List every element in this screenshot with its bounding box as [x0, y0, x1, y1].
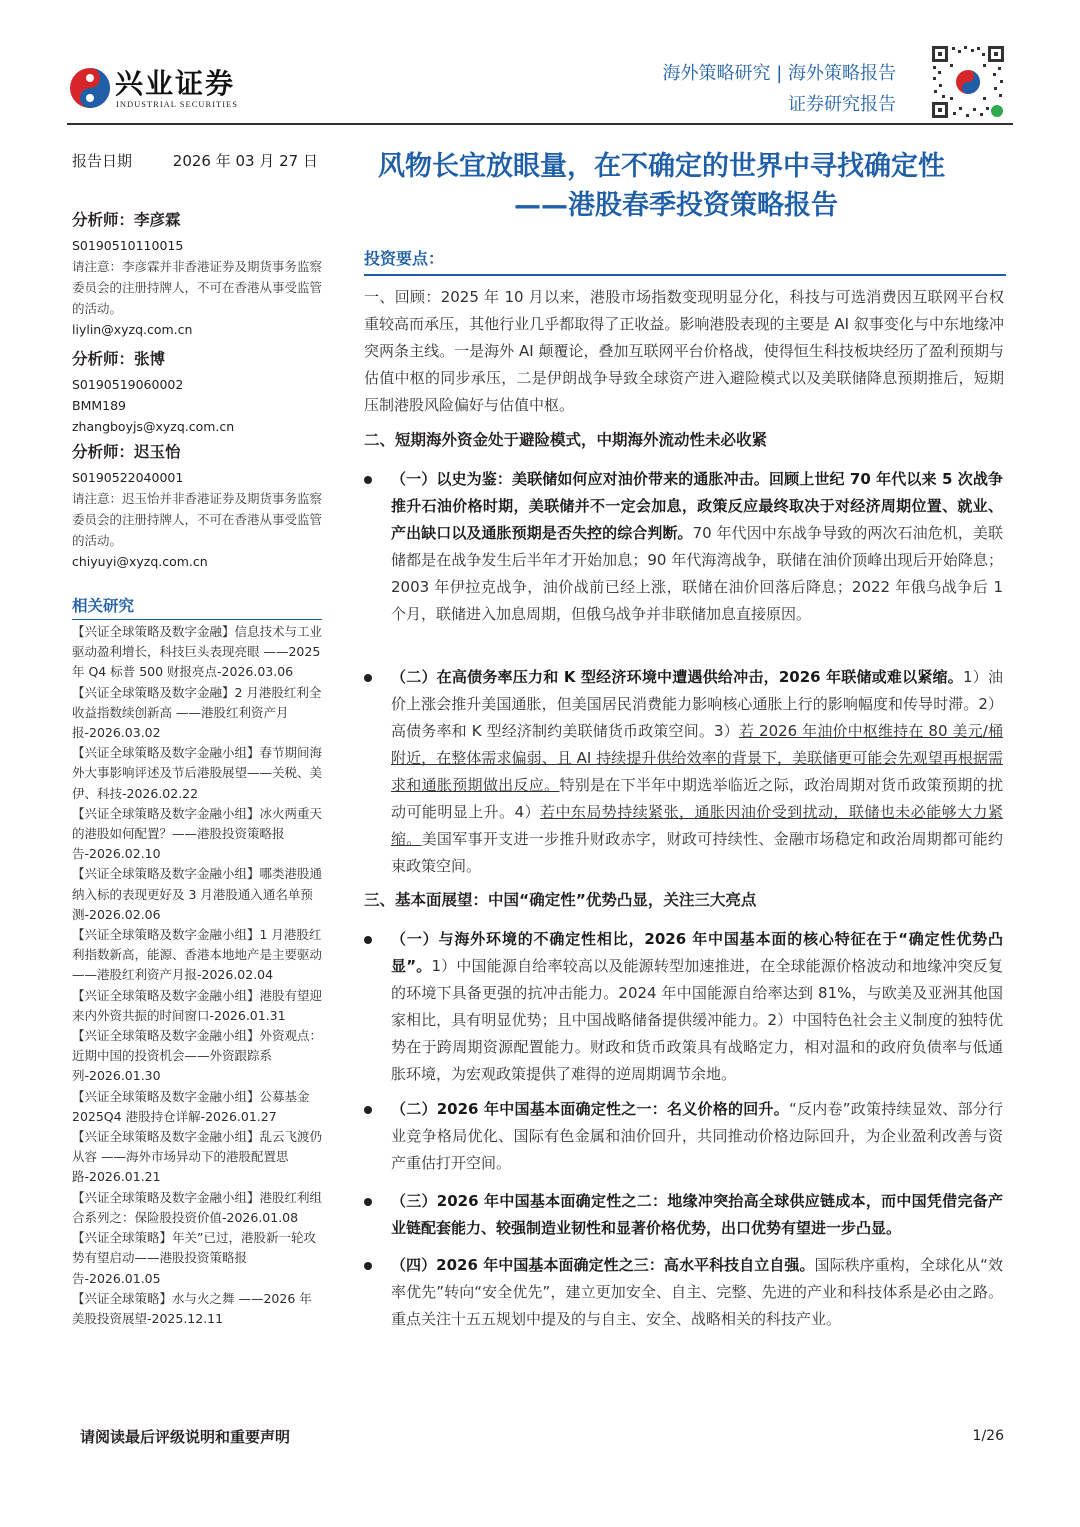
bullet-body: 特别是在下半年中期选举临近之际，政治周期对货币政策预期的扰动可能明显上升。4）	[391, 776, 1003, 821]
report-date-value: 2026 年 03 月 27 日	[172, 152, 318, 170]
bullet-text	[391, 926, 1003, 1088]
bullet-lead: （一）以史为鉴：美联储如何应对油价带来的通胀冲击。回顾上世纪 70 年代以来 5 次战争推升石油价格时期，美联储并不一定会加息，政策反应最终取决于对经济周期位置、就业、产出缺口以及通胀预期是否失控的综合判断。	[391, 470, 1003, 542]
related-research-item[interactable]: 【兴证全球策略】年关”已过，港股新一轮攻势有望启动——港股投资策略报告-2026.01.05	[72, 1230, 316, 1286]
analyst-cert-2: BMM189	[72, 398, 127, 413]
related-research-item[interactable]: 【兴证全球策略及数字金融】信息技术与工业驱动盈利增长，科技巨头表现亮眼 ——2025 年 Q4 标普 500 财报亮点-2026.03.06	[72, 624, 323, 680]
report-subtitle: ——港股春季投资策略报告	[514, 190, 838, 221]
analyst-block	[72, 346, 322, 437]
bullet-dot-icon	[364, 476, 372, 484]
analyst-email[interactable]: zhangboyjs@xyzq.com.cn	[72, 419, 235, 434]
related-research-item[interactable]: 【兴证全球策略及数字金融小组】冰火两重天的港股如何配置？——港股投资策略报告-2026.02.10	[72, 805, 323, 862]
related-research-item[interactable]: 【兴证全球策略及数字金融小组】港股有望迎来内外资共振的时间窗口-2026.01.31	[72, 987, 323, 1023]
analyst-block	[72, 207, 322, 340]
related-research-title: 相关研究	[72, 595, 322, 620]
bullet-body: 70 年代因中东战争导致的两次石油危机，美联储都是在战争发生后半年才开始加息；90 年代海湾战争，联储在油价顶峰出现后开始降息；2003 年伊拉克战争，油价战前已经上涨，联储在油价回落后降息；2022 年俄乌战争后 1 个月，联储进入加息周期，但俄乌战争并非联储加息直接原因。	[391, 524, 1003, 623]
key-points-heading: 投资要点：	[364, 249, 445, 268]
report-category: 海外策略研究 | 海外策略报告	[662, 63, 896, 84]
key-points-divider	[364, 274, 1006, 276]
related-research-item[interactable]: 【兴证全球策略及数字金融小组】港股红利组合系列之：保险股投资价值-2026.01.08	[72, 1189, 323, 1225]
bullet-text	[391, 1188, 1003, 1242]
related-research	[72, 595, 322, 1329]
bullet-underlined: 若中东局势持续紧张，通胀因油价受到扰动，联储也未必能够大力紧缩。	[391, 803, 1003, 848]
logo-english-name: INDUSTRIAL SECURITIES	[116, 99, 238, 109]
page-header	[0, 0, 1080, 130]
related-research-item[interactable]: 【兴证全球策略及数字金融小组】春节期间海外大事影响评述及节后港股展望——关税、美伊、科技-2026.02.22	[72, 745, 323, 801]
analyst-cert: S0190519060002	[72, 377, 184, 392]
section-heading-2: 二、短期海外资金处于避险模式，中期海外流动性未必收紧	[364, 431, 768, 449]
related-research-item[interactable]: 【兴证全球策略】水与火之舞 ——2026 年美股投资展望-2025.12.11	[72, 1290, 312, 1326]
analyst-name: 分析师：李彦霖	[72, 211, 181, 229]
bullet-dot-icon	[364, 1262, 372, 1270]
analyst-note: 请注意：迟玉怡并非香港证券及期货事务监察委员会的注册持牌人，不可在香港从事受监管的活动。	[72, 491, 323, 548]
bullet-body: “反内卷”政策持续显效、部分行业竞争格局优化、国际有色金属和油价回升，共同推动价格边际回升，为企业盈利改善与资产重估打开空间。	[391, 1100, 1003, 1172]
analyst-email[interactable]: liylin@xyzq.com.cn	[72, 322, 193, 337]
footer-disclaimer: 请阅读最后评级说明和重要声明	[80, 1428, 291, 1446]
bullet-underlined: 若 2026 年油价中枢维持在 80 美元/桶附近，在整体需求偏弱、且 AI 持续提升供给效率的背景下，美联储更可能会先观望再根据需求和通胀预期做出反应。	[391, 722, 1004, 794]
bullet-lead: （四）2026 年中国基本面确定性之三：高水平科技自立自强。	[391, 1256, 815, 1274]
report-type: 证券研究报告	[788, 94, 896, 115]
report-title: 风物长宜放眼量，在不确定的世界中寻找确定性	[378, 151, 945, 182]
related-research-item[interactable]: 【兴证全球策略及数字金融】2 月港股红利全收益指数续创新高 ——港股红利资产月报-2026.03.02	[72, 684, 322, 741]
bullet-body: 国际秩序重构，全球化从“效率优先”转向“安全优先”，建立更加安全、自主、完整、先进的产业和科技体系是必由之路。重点关注十五五规划中提及的与自主、安全、战略相关的科技产业。	[391, 1256, 1003, 1328]
bullet-dot-icon	[364, 674, 372, 682]
bullet-body: 1）油价上涨会推升美国通胀，但美国居民消费能力影响核心通胀上行的影响幅度和传导时滞。2）高债务率和 K 型经济制约美联储货币政策空间。3）	[391, 668, 1004, 740]
related-research-item[interactable]: 【兴证全球策略及数字金融小组】1 月港股红利指数新高，能源、香港本地地产是主要驱动——港股红利资产月报-2026.02.04	[72, 927, 323, 983]
header-divider	[67, 123, 1013, 125]
bullet-dot-icon	[364, 936, 372, 944]
bullet-dot-icon	[364, 1198, 372, 1206]
analyst-name: 分析师：张博	[72, 350, 166, 368]
bullet-body: 美国军事开支进一步推升财政赤字，财政可持续性、金融市场稳定和政治周期都可能约束政策空间。	[391, 830, 1003, 875]
bullet-text	[391, 1096, 1003, 1177]
bullet-lead: （三）2026 年中国基本面确定性之二：地缘冲突抬高全球供应链成本，而中国凭借完备产业链配套能力、较强制造业韧性和显著价格优势，出口优势有望进一步凸显。	[391, 1192, 1003, 1237]
related-research-item[interactable]: 【兴证全球策略及数字金融小组】乱云飞渡仍从容 ——海外市场异动下的港股配置思路-2026.01.21	[72, 1129, 323, 1185]
bullet-text	[391, 466, 1003, 628]
analyst-cert: S0190522040001	[72, 470, 184, 485]
qr-code-icon	[930, 44, 1006, 120]
related-research-item[interactable]: 【兴证全球策略及数字金融小组】外资观点：近期中国的投资机会——外资跟踪系列-2026.01.30	[72, 1028, 323, 1084]
analyst-block	[72, 439, 322, 572]
section-heading-3: 三、基本面展望：中国“确定性”优势凸显，关注三大亮点	[364, 891, 757, 909]
review-paragraph: 一、回顾：2025 年 10 月以来，港股市场指数变现明显分化，科技与可选消费因互联网平台权重较高而承压，其他行业几乎都取得了正收益。影响港股表现的主要是 AI 叙事变化与中东地缘冲突两条主线。一是海外 AI 颠覆论，叠加互联网平台价格战，使得恒生科技板块经历了盈利预期与估值中枢的同步承压，二是伊朗战争导致全球资产进入避险模式以及美联储降息预期推后，短期压制港股风险偏好与估值中枢。	[364, 288, 1004, 414]
page-number: 1/26	[972, 1428, 1004, 1444]
bullet-lead: （二）2026 年中国基本面确定性之一：名义价格的回升。	[391, 1100, 789, 1118]
analyst-note: 请注意：李彦霖并非香港证券及期货事务监察委员会的注册持牌人，不可在香港从事受监管的活动。	[72, 259, 323, 316]
bullet-text	[391, 664, 1003, 880]
logo-name: 兴业证券	[115, 67, 236, 100]
bullet-lead: （一）与海外环境的不确定性相比，2026 年中国基本面的核心特征在于“确定性优势凸显”。	[391, 930, 1003, 975]
bullet-text	[391, 1252, 1003, 1333]
bullet-lead: （二）在高债务率压力和 K 型经济环境中遭遇供给冲击，2026 年联储或难以紧缩。	[391, 668, 964, 686]
analyst-cert: S0190510110015	[72, 238, 184, 253]
analyst-name: 分析师：迟玉怡	[72, 443, 181, 461]
analyst-email[interactable]: chiyuyi@xyzq.com.cn	[72, 554, 208, 569]
bullet-dot-icon	[364, 1106, 372, 1114]
logo-mark-icon	[68, 66, 112, 110]
related-research-item[interactable]: 【兴证全球策略及数字金融小组】哪类港股通纳入标的表现更好及 3 月港股通入通名单预测-2026.02.06	[72, 866, 323, 922]
report-date-label: 报告日期	[72, 152, 133, 170]
company-logo	[68, 66, 258, 114]
bullet-body: 1）中国能源自给率较高以及能源转型加速推进，在全球能源价格波动和地缘冲突反复的环境下具备更强的抗冲击能力。2024 年中国能源自给率达到 81%，与欧美及亚洲其他国家相比，具有明显优势；且中国战略储备提供缓冲能力。2）中国特色社会主义制度的独特优势在于跨周期资源配置能力。财政和货币政策具有战略定力，相对温和的政府负债率与低通胀环境，为宏观政策提供了难得的逆周期调节余地。	[391, 957, 1003, 1083]
related-research-item[interactable]: 【兴证全球策略及数字金融小组】公募基金 2025Q4 港股持仓详解-2026.01.27	[72, 1088, 310, 1124]
related-research-list	[72, 622, 322, 1329]
